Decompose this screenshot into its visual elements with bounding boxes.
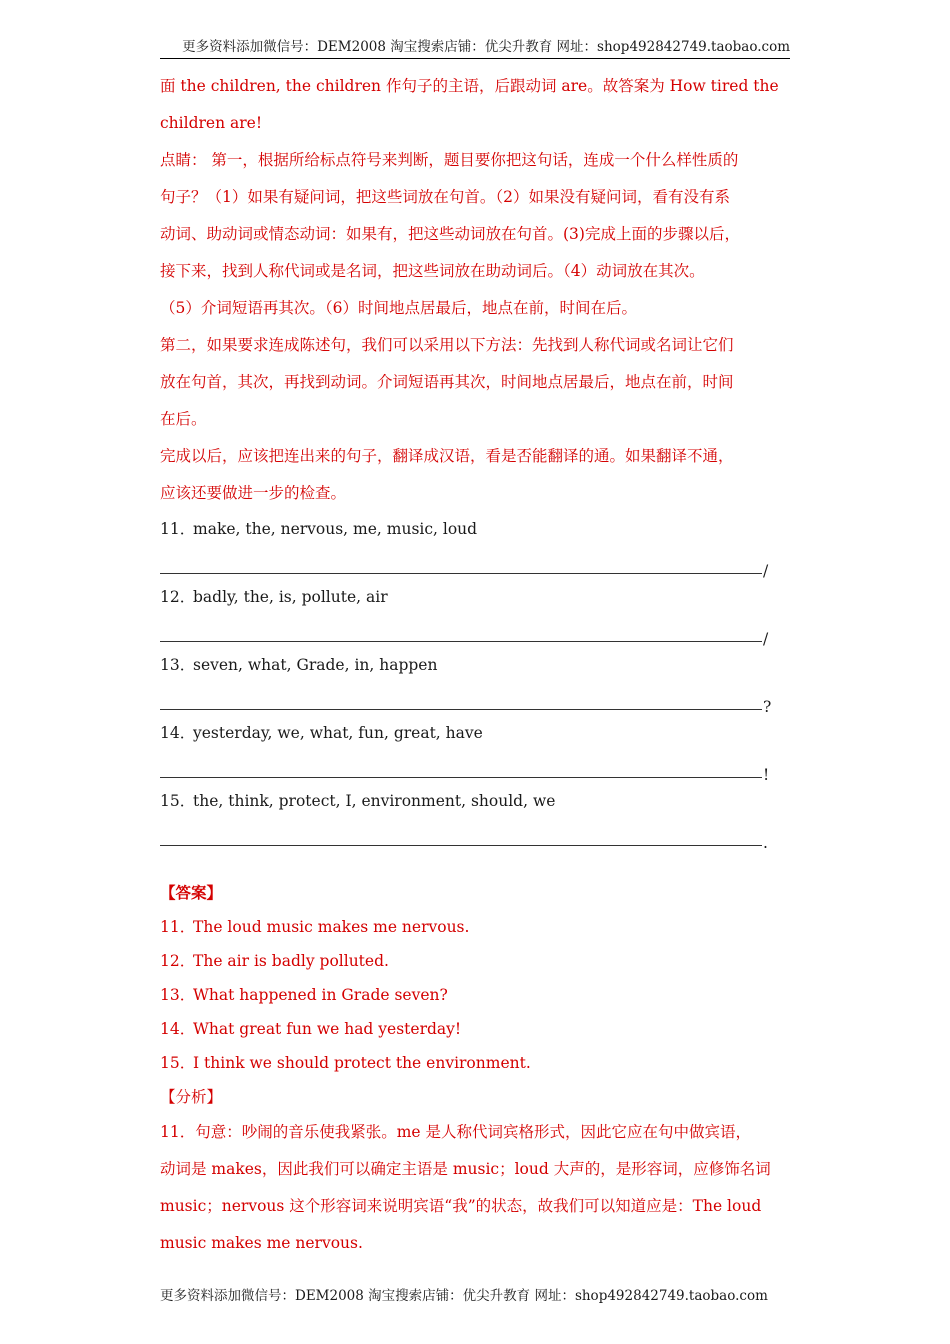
- tip-line: 点睛： 第一，根据所给标点符号来判断，题目要你把这句话，连成一个什么样性质的: [160, 151, 739, 169]
- tip-line: 动词、助动词或情态动词：如果有，把这些动词放在句首。(3)完成上面的步骤以后，: [160, 225, 740, 243]
- question-item: [160, 784, 790, 852]
- blank-line: [160, 844, 762, 846]
- question-words: badly, the, is, pollute, air: [193, 588, 388, 606]
- tip-line: 第二，如果要求连成陈述句，我们可以采用以下方法：先找到人称代词或名词让它们: [160, 336, 734, 354]
- question-number: 11．: [160, 520, 196, 538]
- tip-line: 在后。: [160, 410, 207, 428]
- blank-line: [160, 776, 762, 778]
- answer-number: 15．: [160, 1054, 196, 1072]
- tip-line: 接下来，找到人称代词或是名词，把这些词放在助动词后。（4）动词放在其次。: [160, 262, 705, 280]
- answer-number: 11．: [160, 918, 196, 936]
- blank-end-mark: !: [763, 766, 770, 784]
- answer-number: 13．: [160, 986, 196, 1004]
- question-list: [160, 512, 790, 852]
- answer-section: [160, 876, 790, 1262]
- question-words: make, the, nervous, me, music, loud: [193, 520, 478, 538]
- tip-line: 完成以后，应该把连出来的句子，翻译成汉语，看是否能翻译的通。如果翻译不通，: [160, 447, 734, 465]
- question-words: yesterday, we, what, fun, great, have: [193, 724, 483, 742]
- tips-block: [160, 142, 790, 512]
- question-item: [160, 648, 790, 716]
- answer-text: What great fun we had yesterday!: [193, 1020, 462, 1038]
- page-content: [160, 68, 790, 1262]
- blank-end-mark: ?: [763, 698, 772, 716]
- answer-number: 12．: [160, 952, 196, 970]
- answer-item: [160, 1046, 790, 1080]
- answer-text: The loud music makes me nervous.: [193, 918, 470, 936]
- blank-end-mark: .: [763, 834, 768, 852]
- question-number: 12．: [160, 588, 196, 606]
- answer-item: [160, 910, 790, 944]
- page-footer: 更多资料添加微信号：DEM2008 淘宝搜索店铺：优尖升教育 网址：shop492842749.taobao.com: [160, 1288, 768, 1304]
- blank-line: [160, 572, 762, 574]
- intro-block: [160, 68, 790, 142]
- analysis-line: 动词是 makes，因此我们可以确定主语是 music；loud 大声的，是形容词，应修饰名词: [160, 1160, 771, 1178]
- blank-line: [160, 708, 762, 710]
- question-number: 13．: [160, 656, 196, 674]
- answer-text: I think we should protect the environment.: [193, 1054, 531, 1072]
- tip-line: 放在句首，其次，再找到动词。介词短语再其次，时间地点居最后，地点在前，时间: [160, 373, 734, 391]
- tip-line: 句子？（1）如果有疑问词，把这些词放在句首。（2）如果没有疑问词，看有没有系: [160, 188, 730, 206]
- question-prompt: [160, 580, 790, 614]
- analysis-line: music makes me nervous.: [160, 1234, 363, 1252]
- analysis-line: music；nervous 这个形容词来说明宾语“我”的状态，故我们可以知道应是：The loud: [160, 1197, 762, 1215]
- question-prompt: [160, 716, 790, 750]
- analysis-title: 【分析】: [160, 1088, 223, 1106]
- answer-blank[interactable]: [160, 614, 790, 648]
- intro-line: 面 the children, the children 作句子的主语，后跟动词 are。故答案为 How tired the: [160, 77, 779, 95]
- answer-blank[interactable]: [160, 750, 790, 784]
- answer-text: What happened in Grade seven?: [193, 986, 448, 1004]
- answer-blank[interactable]: [160, 818, 790, 852]
- answer-item: [160, 1012, 790, 1046]
- question-item: [160, 580, 790, 648]
- answer-item: [160, 978, 790, 1012]
- answer-title: 【答案】: [160, 883, 223, 902]
- question-item: [160, 716, 790, 784]
- question-prompt: [160, 512, 790, 546]
- tip-line: 应该还要做进一步的检查。: [160, 484, 347, 502]
- question-number: 15．: [160, 792, 196, 810]
- question-item: [160, 512, 790, 580]
- blank-end-mark: /: [763, 562, 769, 580]
- answer-blank[interactable]: [160, 546, 790, 580]
- section-gap: [160, 852, 790, 876]
- question-words: the, think, protect, I, environment, should, we: [193, 792, 556, 810]
- answer-number: 14．: [160, 1020, 196, 1038]
- answer-blank[interactable]: [160, 682, 790, 716]
- analysis-line: 11．句意：吵闹的音乐使我紧张。me 是人称代词宾格形式，因此它应在句中做宾语，: [160, 1123, 752, 1141]
- answer-text: The air is badly polluted.: [193, 952, 389, 970]
- blank-end-mark: /: [763, 630, 769, 648]
- blank-line: [160, 640, 762, 642]
- answer-item: [160, 944, 790, 978]
- question-prompt: [160, 784, 790, 818]
- page-header: 更多资料添加微信号：DEM2008 淘宝搜索店铺：优尖升教育 网址：shop492842749.taobao.com: [160, 38, 790, 59]
- tip-line: （5）介词短语再其次。（6）时间地点居最后，地点在前，时间在后。: [160, 299, 637, 317]
- question-number: 14．: [160, 724, 196, 742]
- question-words: seven, what, Grade, in, happen: [193, 656, 438, 674]
- question-prompt: [160, 648, 790, 682]
- intro-line: children are!: [160, 114, 263, 132]
